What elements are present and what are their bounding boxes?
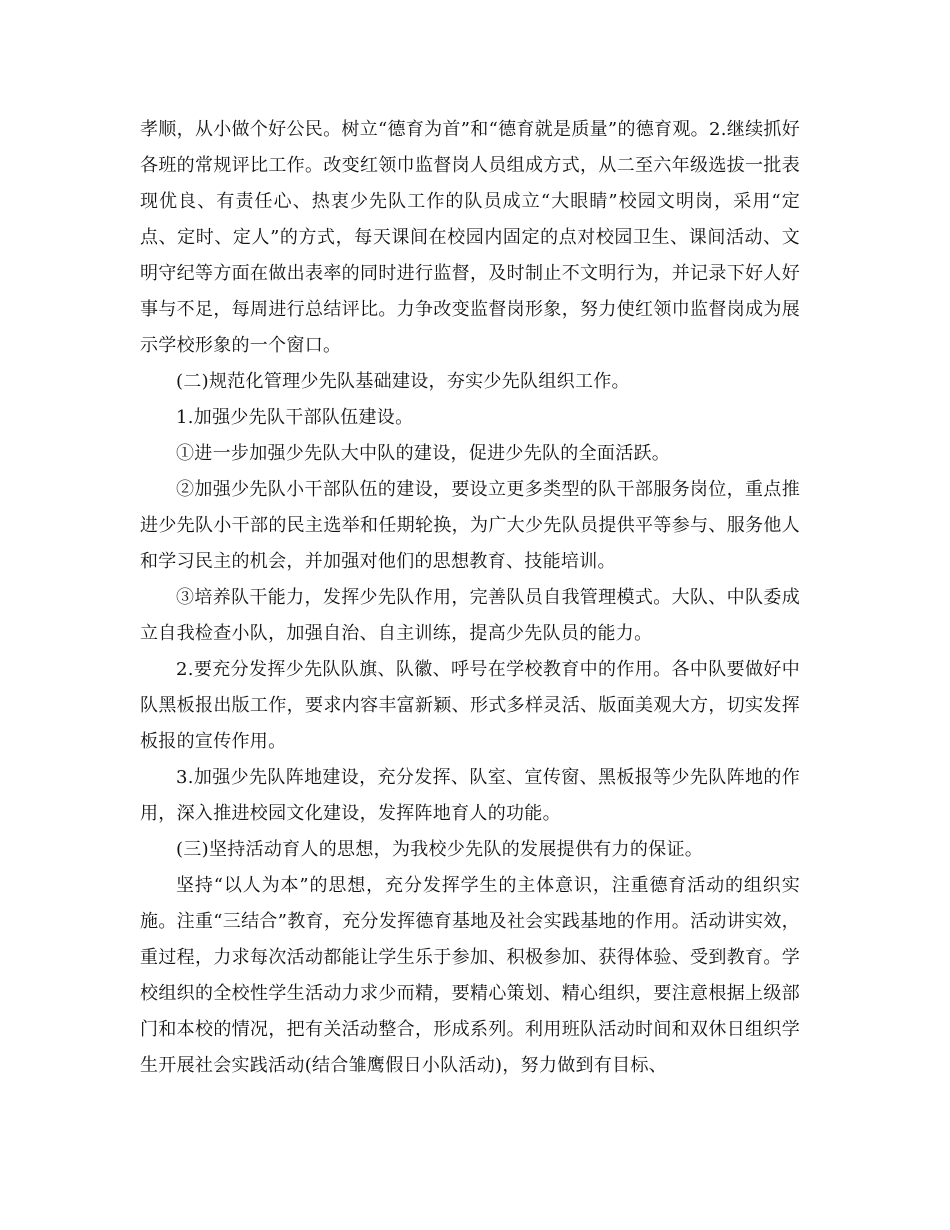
- document-body: [140, 112, 800, 1084]
- paragraph-subitem-2: ②加强少先队小干部队伍的建设，要设立更多类型的队干部服务岗位，重点推进少先队小干部的民主选举和任期轮换，为广大少先队员提供平等参与、服务他人和学习民主的机会，并加强对他们的思想教育、技能培训。: [140, 479, 800, 572]
- paragraph-item-2: 2.要充分发挥少先队队旗、队徽、呼号在学校教育中的作用。各中队要做好中队黑板报出版工作，要求内容丰富新颖、形式多样灵活、版面美观大方，切实发挥板报的宣传作用。: [140, 659, 800, 752]
- paragraph-subitem-3: ③培养队干能力，发挥少先队作用，完善队员自我管理模式。大队、中队委成立自我检查小队，加强自治、自主训练，提高少先队员的能力。: [140, 587, 800, 644]
- paragraph-section-three-body: 坚持“以人为本”的思想，充分发挥学生的主体意识，注重德育活动的组织实施。注重“三结合”教育，充分发挥德育基地及社会实践基地的作用。活动讲实效，重过程，力求每次活动都能让学生乐于参加、积极参加、获得体验、受到教育。学校组织的全校性学生活动力求少而精，要精心策划、精心组织，要注意根据上级部门和本校的情况，把有关活动整合，形成系列。利用班队活动时间和双休日组织学生开展社会实践活动(结合雏鹰假日小队活动)，努力做到有目标、: [140, 875, 800, 1076]
- paragraph-section-three-heading: (三)坚持活动育人的思想，为我校少先队的发展提供有力的保证。: [176, 839, 704, 860]
- paragraph-section-two-heading: (二)规范化管理少先队基础建设，夯实少先队组织工作。: [176, 371, 630, 392]
- paragraph-subitem-1: ①进一步加强少先队大中队的建设，促进少先队的全面活跃。: [176, 443, 671, 464]
- paragraph-item-1: 1.加强少先队干部队伍建设。: [176, 407, 414, 428]
- paragraph-continuation: 孝顺，从小做个好公民。树立“德育为首”和“德育就是质量”的德育观。2.继续抓好各班的常规评比工作。改变红领巾监督岗人员组成方式，从二至六年级选拔一批表现优良、有责任心、热衷少先队工作的队员成立“大眼睛”校园文明岗，采用“定点、定时、定人”的方式，每天课间在校园内固定的点对校园卫生、课间活动、文明守纪等方面在做出表率的同时进行监督，及时制止不文明行为，并记录下好人好事与不足，每周进行总结评比。力争改变监督岗形象，努力使红领巾监督岗成为展示学校形象的一个窗口。: [140, 119, 800, 356]
- paragraph-item-3: 3.加强少先队阵地建设，充分发挥、队室、宣传窗、黑板报等少先队阵地的作用，深入推进校园文化建设，发挥阵地育人的功能。: [140, 767, 800, 824]
